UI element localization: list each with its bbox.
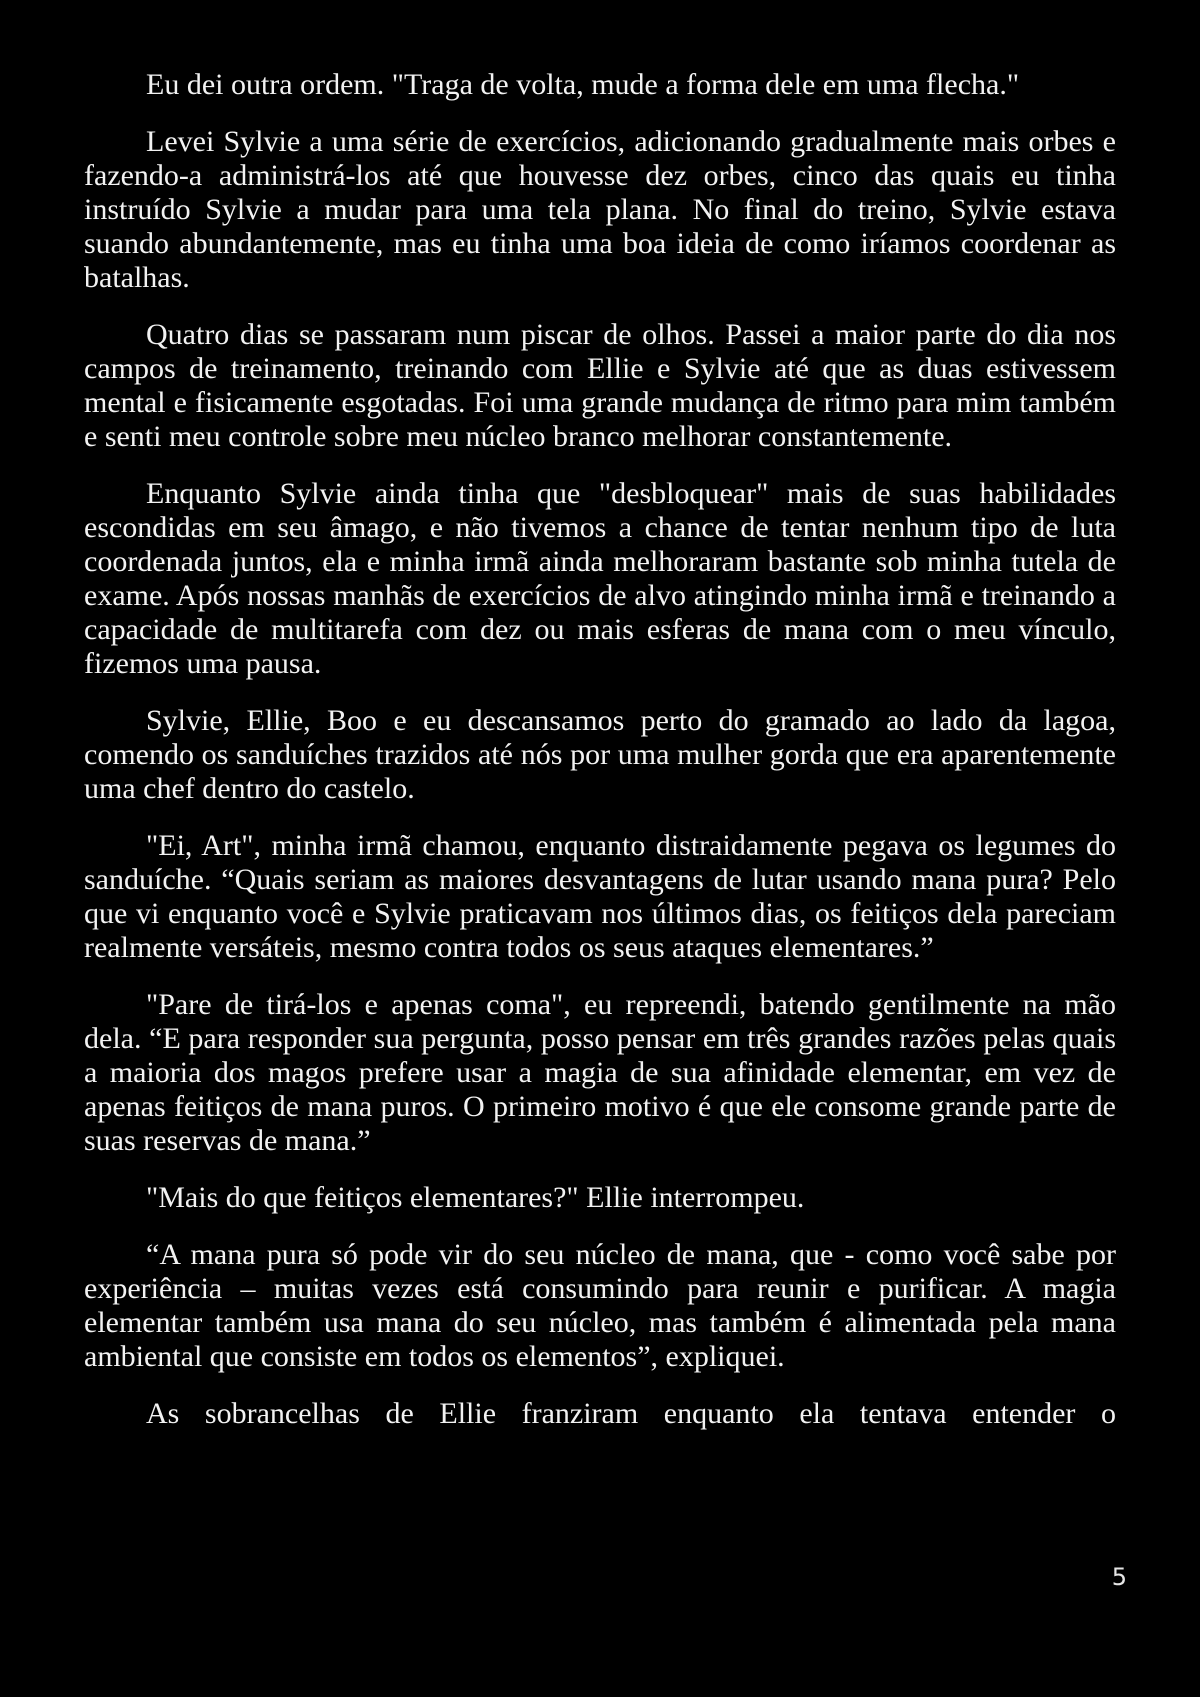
paragraph-7: "Pare de tirá-los e apenas coma", eu repreendi, batendo gentilmente na mão dela. “E para responder sua pergunta, posso pensar em três grandes razões pelas quais a maioria dos magos prefere usar a magia de sua afinidade elementar, em vez de apenas feitiços de mana puros. O primeiro motivo é que ele consome grande parte de suas reservas de mana.” [84, 988, 1116, 1157]
paragraph-1: Eu dei outra ordem. "Traga de volta, mude a forma dele em uma flecha." [146, 68, 1020, 101]
paragraph-6: "Ei, Art", minha irmã chamou, enquanto distraidamente pegava os legumes do sanduíche. “Quais seriam as maiores desvantagens de lutar usando mana pura? Pelo que vi enquanto você e Sylvie praticavam nos últimos dias, os feitiços dela pareciam realmente versáteis, mesmo contra todos os seus ataques elementares.” [84, 829, 1116, 964]
paragraph-2: Levei Sylvie a uma série de exercícios, adicionando gradualmente mais orbes e fazendo-a administrá-los até que houvesse dez orbes, cinco das quais eu tinha instruído Sylvie a mudar para uma tela plana. No final do treino, Sylvie estava suando abundantemente, mas eu tinha uma boa ideia de como iríamos coordenar as batalhas. [84, 125, 1116, 294]
paragraph-5: Sylvie, Ellie, Boo e eu descansamos perto do gramado ao lado da lagoa, comendo os sanduíches trazidos até nós por uma mulher gorda que era aparentemente uma chef dentro do castelo. [84, 704, 1116, 805]
paragraph-4: Enquanto Sylvie ainda tinha que "desbloquear" mais de suas habilidades escondidas em seu âmago, e não tivemos a chance de tentar nenhum tipo de luta coordenada juntos, ela e minha irmã ainda melhoraram bastante sob minha tutela de exame. Após nossas manhãs de exercícios de alvo atingindo minha irmã e treinando a capacidade de multitarefa com dez ou mais esferas de mana com o meu vínculo, fizemos uma pausa. [84, 477, 1116, 680]
paragraph-9: “A mana pura só pode vir do seu núcleo de mana, que - como você sabe por experiência – muitas vezes está consumindo para reunir e purificar. A magia elementar também usa mana do seu núcleo, mas também é alimentada pela mana ambiental que consiste em todos os elementos”, expliquei. [84, 1238, 1116, 1373]
page-number: 5 [1111, 1563, 1127, 1591]
paragraph-8: "Mais do que feitiços elementares?" Ellie interrompeu. [146, 1181, 805, 1214]
paragraph-3: Quatro dias se passaram num piscar de olhos. Passei a maior parte do dia nos campos de treinamento, treinando com Ellie e Sylvie até que as duas estivessem mental e fisicamente esgotadas. Foi uma grande mudança de ritmo para mim também e senti meu controle sobre meu núcleo branco melhorar constantemente. [84, 318, 1116, 453]
document-body [84, 68, 1116, 1454]
paragraph-10: As sobrancelhas de Ellie franziram enquanto ela tentava entender o [146, 1397, 1116, 1430]
